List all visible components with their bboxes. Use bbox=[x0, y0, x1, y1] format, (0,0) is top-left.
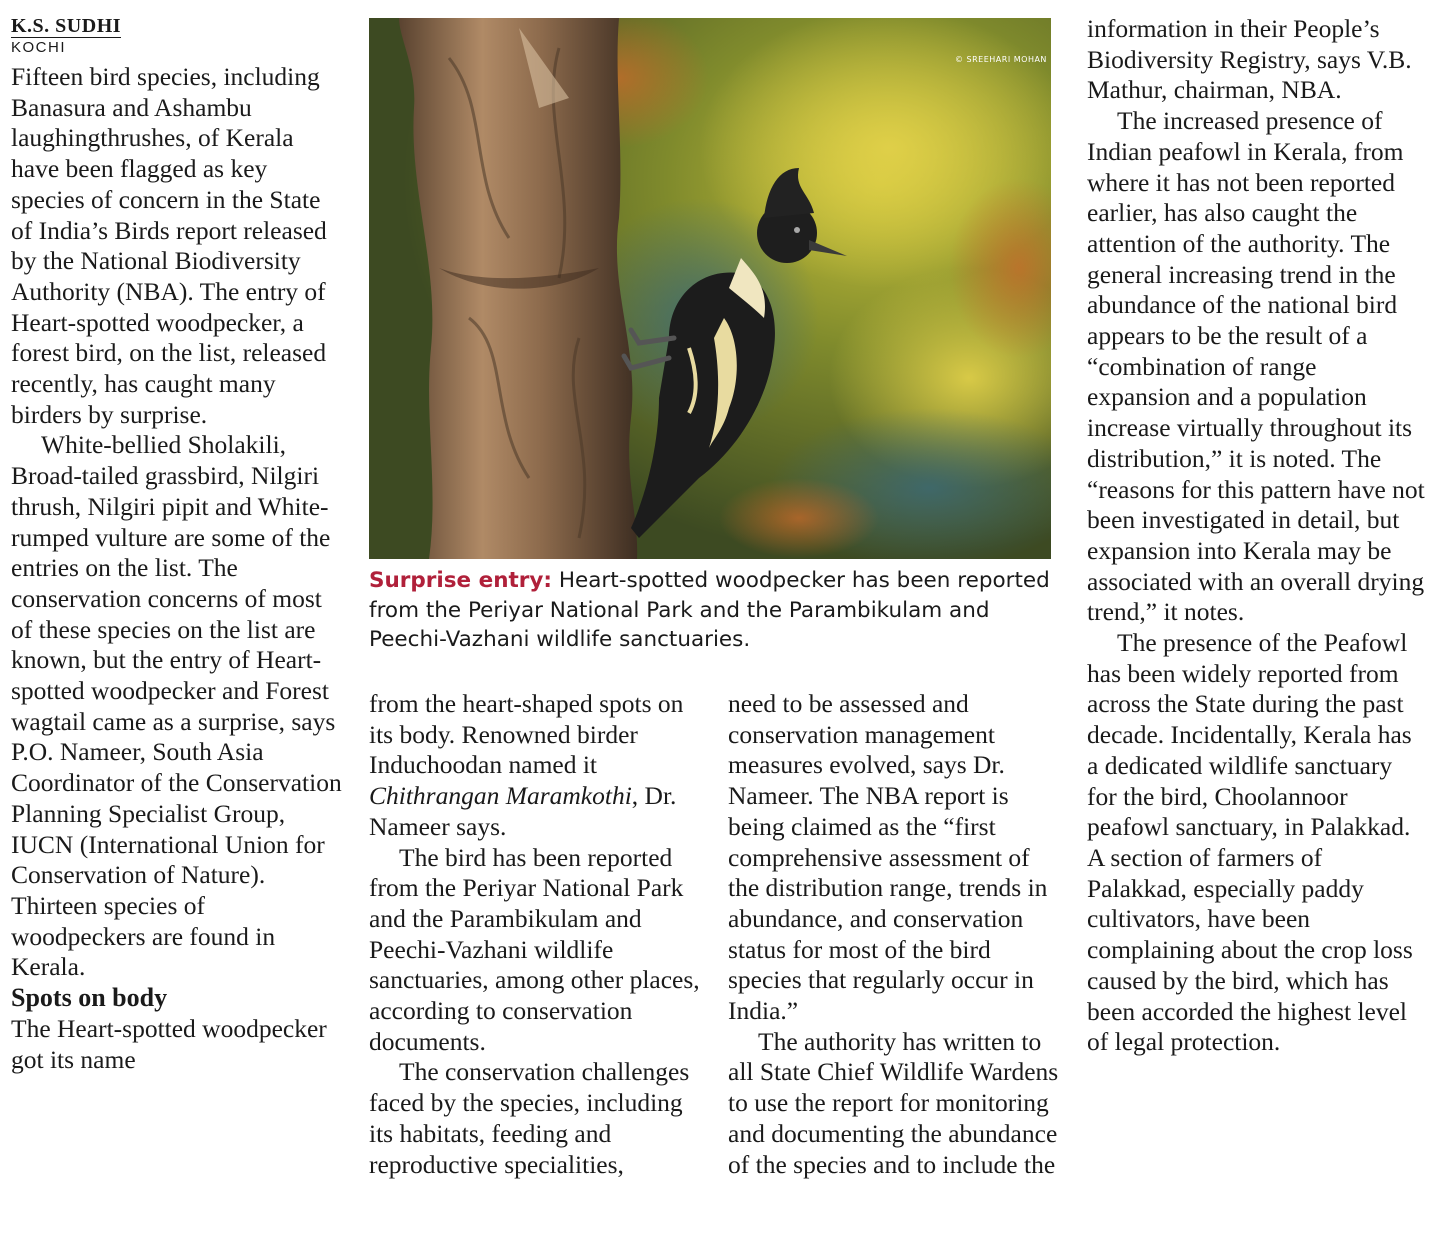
paragraph: The presence of the Peafowl has been widely reported from across the State during the past decade. Incidentally, Kerala has a dedicated wildlife sanctuary for the bird, Choolannoor peafowl sanctuary, in Palakkad. A section of farmers of Palakkad, especially paddy cultivators, have been complaining about the crop loss caused by the bird, which has been accorded the highest level of legal protection. bbox=[1087, 628, 1413, 1057]
paragraph: The authority has written to all State Chief Wildlife Wardens to use the report for monitoring and documenting the abundance of the species and to include the bbox=[728, 1026, 1059, 1179]
article-column-4 bbox=[1087, 14, 1425, 1058]
paragraph: The increased presence of Indian peafowl in Kerala, from where it has not been reported earlier, has also caught the attention of the authority. The general increasing trend in the abundance of the national bird appears to be the result of a “combination of range expansion and a population increase virtually throughout its distribution,” it is noted. The “reasons for this pattern have not been investigated in detail, but expansion into Kerala may be associated with an overall drying trend,” it notes. bbox=[1087, 106, 1425, 627]
caption-kicker: Surprise entry: bbox=[369, 568, 553, 593]
article-column-1 bbox=[11, 14, 343, 1075]
paragraph: The Heart-spotted woodpecker got its name bbox=[11, 1013, 327, 1074]
article-column-2 bbox=[369, 689, 701, 1180]
byline-author: K.S. SUDHI bbox=[11, 15, 122, 37]
article-column-3 bbox=[728, 689, 1060, 1180]
paragraph: Fifteen bird species, including Banasura and Ashambu laughingthrushes, of Kerala have been flagged as key species of concern in the State of India’s Birds report released by the National Biodiversity Authority (NBA). The entry of Heart-spotted woodpecker, a forest bird, on the list, released recently, has caught many birders by surprise. bbox=[11, 62, 327, 429]
photo-credit: © SREEHARI MOHAN bbox=[955, 55, 1047, 64]
woodpecker-photo bbox=[369, 18, 1051, 559]
subheading: Spots on body bbox=[11, 983, 168, 1013]
paragraph: White-bellied Sholakili, Broad-tailed grassbird, Nilgiri thrush, Nilgiri pipit and White-rumped vulture are some of the entries on the list. The conservation concerns of most of these species on the list are known, but the entry of Heart-spotted woodpecker and Forest wagtail came as a surprise, says P.O. Nameer, South Asia Coordinator of the Conservation Planning Specialist Group, IUCN (International Union for Conservation of Nature). Thirteen species of woodpeckers are found in Kerala. bbox=[11, 430, 342, 982]
bird-local-name: Chithrangan Maramkothi bbox=[369, 781, 632, 811]
paragraph: information in their People’s Biodiversity Registry, says V.B. Mathur, chairman, NBA. bbox=[1087, 14, 1412, 105]
caption-text: Heart-spotted woodpecker has been reported from the Periyar National Park and the Parambikulam and Peechi-Vazhani wildlife sanctuaries. bbox=[369, 568, 1050, 652]
paragraph: The bird has been reported from the Periyar National Park and the Parambikulam and Peechi-Vazhani wildlife sanctuaries, among other places, according to conservation documents. bbox=[369, 842, 700, 1056]
dateline: KOCHI bbox=[11, 39, 67, 56]
paragraph: need to be assessed and conservation management measures evolved, says Dr. Nameer. The NBA report is being claimed as the “first comprehensive assessment of the distribution range, trends in abundance, and conservation status for most of the bird species that regularly occur in India.” bbox=[728, 689, 1048, 1026]
paragraph: from the heart-shaped spots on its body. Renowned birder Induchoodan named it Chithrangan Maramkothi, Dr. Nameer says. bbox=[369, 689, 684, 841]
paragraph: The conservation challenges faced by the species, including its habitats, feeding and reproductive specialities, bbox=[369, 1057, 690, 1179]
photo-caption bbox=[369, 566, 1059, 655]
